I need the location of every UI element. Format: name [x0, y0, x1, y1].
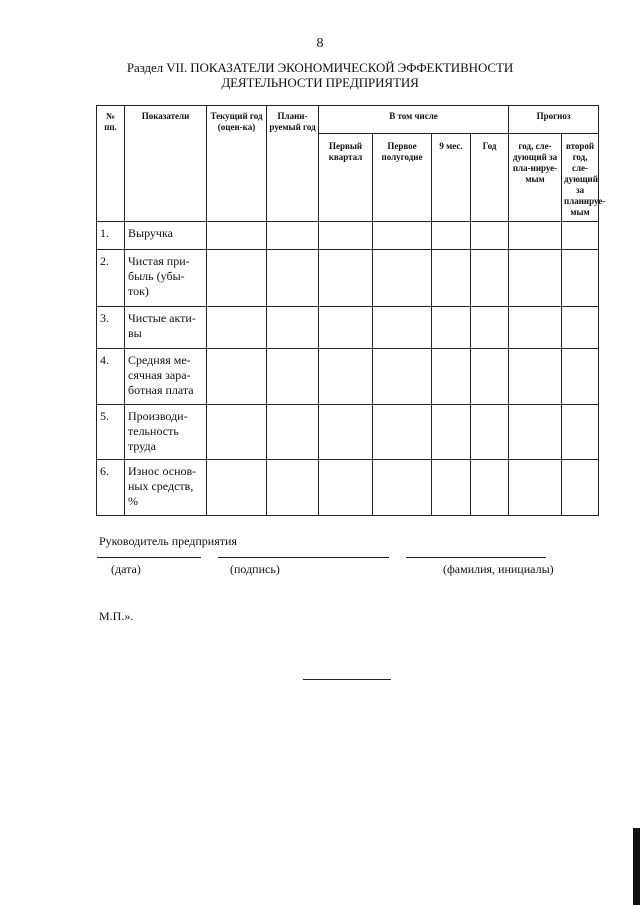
- header-current-year: Текущий год (оцен-ка): [207, 106, 267, 222]
- cell-first-half[interactable]: [373, 250, 432, 307]
- header-num: № пп.: [97, 106, 125, 222]
- cell-year[interactable]: [471, 222, 509, 250]
- cell-forecast-year-1[interactable]: [509, 307, 562, 349]
- table-row: [97, 460, 599, 516]
- cell-nine-months[interactable]: [432, 250, 471, 307]
- cell-first-quarter[interactable]: [319, 460, 373, 516]
- cell-forecast-year-1[interactable]: [509, 405, 562, 460]
- date-line[interactable]: [97, 557, 201, 558]
- header-nine-months: 9 мес.: [432, 134, 471, 222]
- header-row-1: [97, 106, 599, 134]
- page-number: 8: [316, 36, 324, 51]
- indicators-table: [96, 105, 606, 516]
- cell-planned-year[interactable]: [267, 307, 319, 349]
- header-forecast: Прогноз: [509, 106, 599, 134]
- header-year: Год: [471, 134, 509, 222]
- cell-year[interactable]: [471, 250, 509, 307]
- section-title-line-1: Раздел VII. ПОКАЗАТЕЛИ ЭКОНОМИЧЕСКОЙ ЭФФЕКТИВНОСТИ: [126, 60, 514, 75]
- header-first-quarter: Первый квартал: [319, 134, 373, 222]
- cell-year[interactable]: [471, 307, 509, 349]
- row-number: 4.: [97, 349, 125, 405]
- cell-current-year[interactable]: [207, 460, 267, 516]
- cell-year[interactable]: [471, 405, 509, 460]
- cell-forecast-year-1[interactable]: [509, 460, 562, 516]
- section-title-line-2: ДЕЯТЕЛЬНОСТИ ПРЕДПРИЯТИЯ: [221, 75, 419, 90]
- row-indicator: Чистая при-быль (убы-ток): [125, 250, 207, 307]
- row-number: 2.: [97, 250, 125, 307]
- cell-forecast-year-1[interactable]: [509, 349, 562, 405]
- row-indicator: Производи-тельность труда: [125, 405, 207, 460]
- cell-nine-months[interactable]: [432, 222, 471, 250]
- cell-forecast-year-2[interactable]: [562, 349, 599, 405]
- cell-first-quarter[interactable]: [319, 222, 373, 250]
- signature-line[interactable]: [218, 557, 389, 558]
- header-year-after-planned: год, сле-дующий за пла-нируе-мым: [509, 134, 562, 222]
- full-name-line[interactable]: [406, 557, 546, 558]
- cell-current-year[interactable]: [207, 222, 267, 250]
- cell-forecast-year-1[interactable]: [509, 222, 562, 250]
- row-indicator: Выручка: [125, 222, 207, 250]
- cell-forecast-year-2[interactable]: [562, 405, 599, 460]
- table-row: [97, 307, 599, 349]
- cell-nine-months[interactable]: [432, 405, 471, 460]
- cell-current-year[interactable]: [207, 250, 267, 307]
- header-indicator: Показатели: [125, 106, 207, 222]
- row-number: 1.: [97, 222, 125, 250]
- row-indicator: Износ основ-ных средств, %: [125, 460, 207, 516]
- cell-first-half[interactable]: [373, 222, 432, 250]
- signature-caption: (подпись): [230, 562, 280, 576]
- cell-current-year[interactable]: [207, 307, 267, 349]
- cell-first-half[interactable]: [373, 349, 432, 405]
- cell-first-half[interactable]: [373, 460, 432, 516]
- header-including: В том числе: [319, 106, 509, 134]
- cell-forecast-year-2[interactable]: [562, 307, 599, 349]
- end-divider: [303, 679, 391, 680]
- cell-nine-months[interactable]: [432, 460, 471, 516]
- header-second-after-planned: второй год, сле-дующий за планируе-мым: [562, 134, 599, 222]
- cell-planned-year[interactable]: [267, 222, 319, 250]
- cell-planned-year[interactable]: [267, 250, 319, 307]
- full-name-caption: (фамилия, инициалы): [443, 562, 554, 576]
- cell-nine-months[interactable]: [432, 349, 471, 405]
- cell-first-quarter[interactable]: [319, 405, 373, 460]
- cell-current-year[interactable]: [207, 349, 267, 405]
- section-title: [100, 60, 540, 90]
- table-row: [97, 349, 599, 405]
- stamp-place-label: М.П.».: [99, 609, 134, 623]
- cell-forecast-year-2[interactable]: [562, 222, 599, 250]
- row-number: 6.: [97, 460, 125, 516]
- table-row: [97, 222, 599, 250]
- row-indicator: Средняя ме-сячная зара-ботная плата: [125, 349, 207, 405]
- cell-planned-year[interactable]: [267, 405, 319, 460]
- header-planned-year: Плани-руемый год: [267, 106, 319, 222]
- scan-edge-mark: [633, 828, 640, 905]
- cell-current-year[interactable]: [207, 405, 267, 460]
- row-indicator: Чистые акти-вы: [125, 307, 207, 349]
- cell-planned-year[interactable]: [267, 460, 319, 516]
- row-number: 3.: [97, 307, 125, 349]
- cell-first-half[interactable]: [373, 405, 432, 460]
- table-row: [97, 405, 599, 460]
- cell-first-half[interactable]: [373, 307, 432, 349]
- date-caption: (дата): [111, 562, 141, 576]
- cell-planned-year[interactable]: [267, 349, 319, 405]
- table-row: [97, 250, 599, 307]
- cell-first-quarter[interactable]: [319, 349, 373, 405]
- cell-forecast-year-1[interactable]: [509, 250, 562, 307]
- cell-year[interactable]: [471, 460, 509, 516]
- cell-nine-months[interactable]: [432, 307, 471, 349]
- head-of-enterprise-label: Руководитель предприятия: [99, 534, 237, 548]
- header-first-half: Первое полугодие: [373, 134, 432, 222]
- cell-forecast-year-2[interactable]: [562, 250, 599, 307]
- row-number: 5.: [97, 405, 125, 460]
- cell-forecast-year-2[interactable]: [562, 460, 599, 516]
- cell-first-quarter[interactable]: [319, 250, 373, 307]
- cell-year[interactable]: [471, 349, 509, 405]
- cell-first-quarter[interactable]: [319, 307, 373, 349]
